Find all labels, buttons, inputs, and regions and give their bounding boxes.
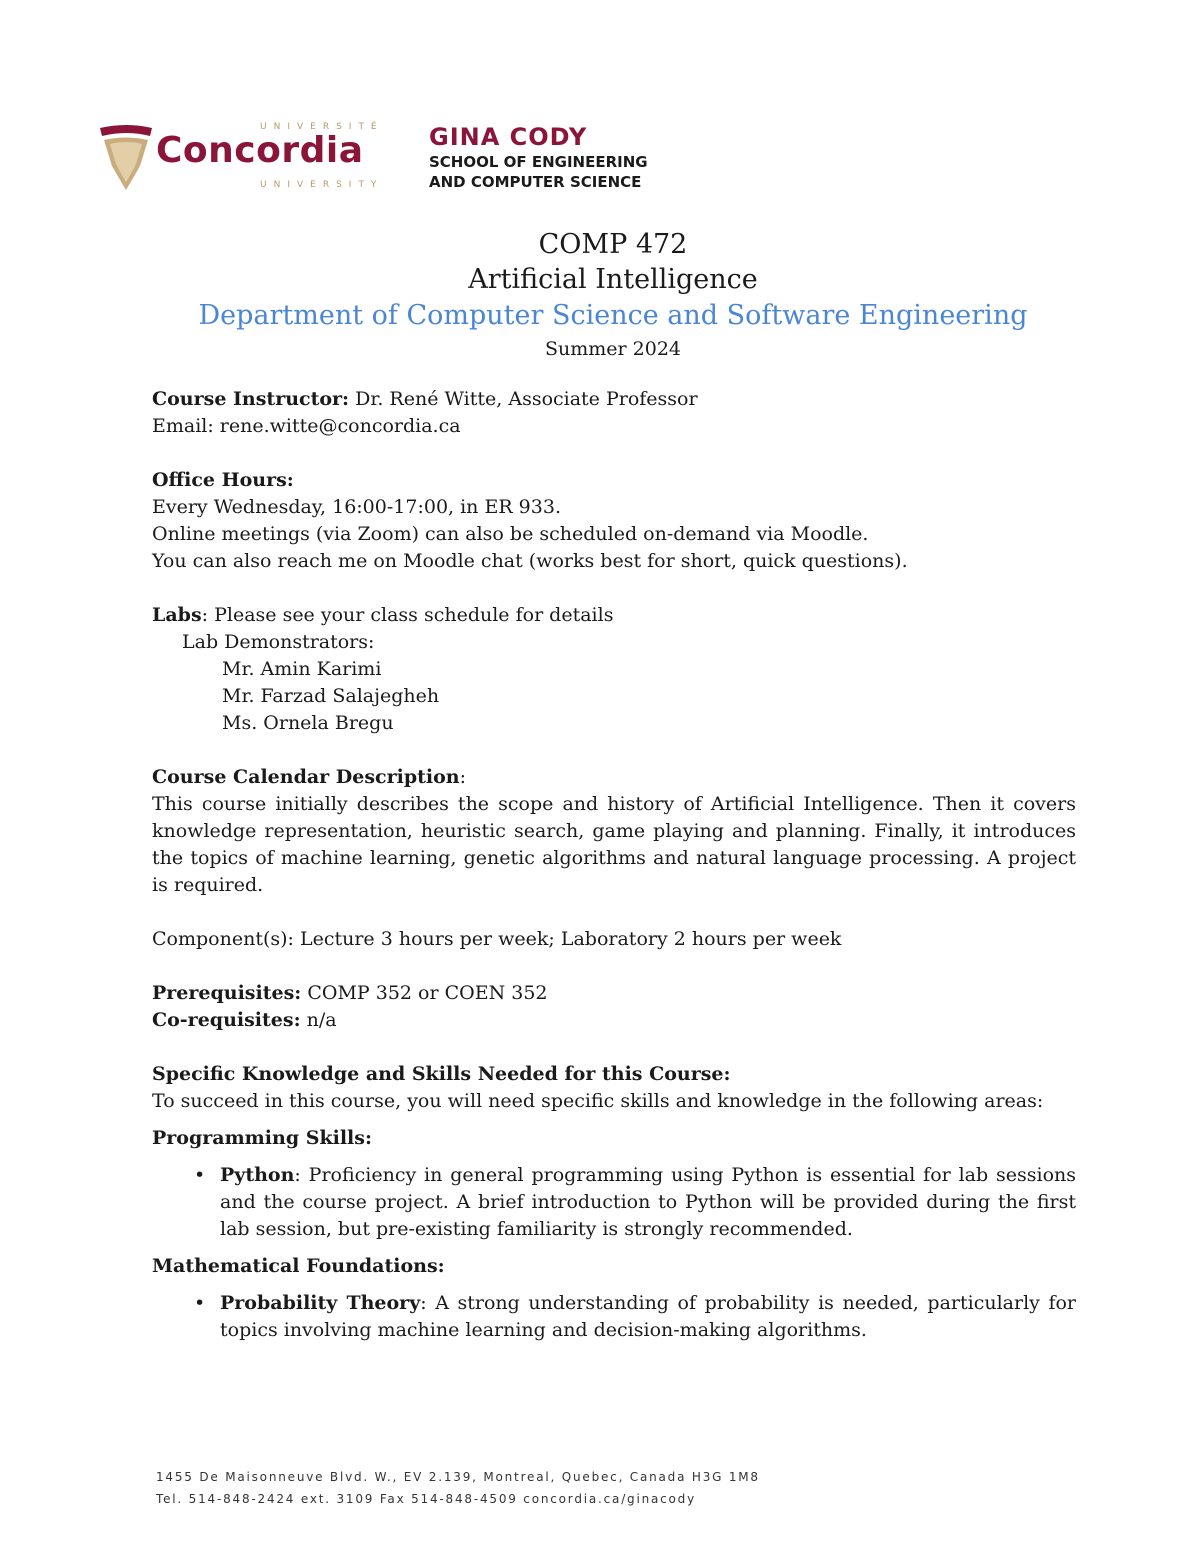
python-label: Python	[220, 1164, 295, 1186]
lab-demonstrator: Ms. Ornela Bregu	[222, 712, 394, 734]
corequisites-value: n/a	[300, 1009, 337, 1031]
list-item-probability	[152, 1290, 1076, 1344]
school-line-1: SCHOOL OF ENGINEERING	[429, 153, 648, 171]
office-hours-line-3: You can also reach me on Moodle chat (works best for short, quick questions).	[152, 550, 908, 572]
corequisites-label: Co-requisites:	[152, 1009, 301, 1031]
instructor-line	[152, 386, 1076, 413]
probability-label: Probability Theory	[220, 1292, 421, 1314]
programming-skills-heading: Programming Skills:	[152, 1127, 372, 1149]
prerequisites-line	[152, 980, 1076, 1007]
course-components: Component(s): Lecture 3 hours per week; Laboratory 2 hours per week	[152, 928, 842, 950]
calendar-label: Course Calendar Description	[152, 766, 460, 788]
labs-line	[152, 602, 1076, 629]
calendar-heading: Course Calendar Description:	[152, 766, 467, 788]
footer-contact: Tel. 514-848-2424 ext. 3109 Fax 514-848-4509 concordia.ca/ginacody	[156, 1492, 697, 1506]
school-line-2: AND COMPUTER SCIENCE	[429, 173, 642, 191]
gina-cody-logo	[429, 122, 648, 192]
course-term: Summer 2024	[544, 338, 681, 360]
instructor-label: Course Instructor:	[152, 388, 350, 410]
concordia-logo	[96, 118, 396, 198]
skills-intro: To succeed in this course, you will need specific skills and knowledge in the following areas:	[152, 1090, 1044, 1112]
university-text: UNIVERSITY	[260, 180, 384, 190]
concordia-shield-icon	[96, 122, 156, 194]
syllabus-content	[152, 386, 1076, 1354]
calendar-description: This course initially describes the scope and history of Artificial Intelligence. Then it covers knowledge representation, heuristic search, game playing and planning. Finally, it introduces the topics of machine learning, genetic algorithms and natural language processing. A project is required.	[152, 793, 1076, 896]
office-hours-line-1: Every Wednesday, 16:00-17:00, in ER 933.	[152, 496, 561, 518]
office-hours-heading: Office Hours:	[152, 469, 294, 491]
skills-heading: Specific Knowledge and Skills Needed for this Course:	[152, 1063, 731, 1085]
lab-demonstrators-label: Lab Demonstrators:	[182, 631, 375, 653]
lab-demonstrator: Mr. Amin Karimi	[222, 658, 382, 680]
footer-address: 1455 De Maisonneuve Blvd. W., EV 2.139, Montreal, Quebec, Canada H3G 1M8	[156, 1470, 760, 1484]
office-hours-line-2: Online meetings (via Zoom) can also be scheduled on-demand via Moodle.	[152, 523, 869, 545]
bullet-icon: •	[194, 1164, 206, 1186]
math-foundations-heading: Mathematical Foundations:	[152, 1255, 445, 1277]
corequisites-line	[152, 1007, 1076, 1034]
labs-label: Labs	[152, 604, 202, 626]
list-item-python	[152, 1162, 1076, 1243]
lab-demonstrator: Mr. Farzad Salajegheh	[222, 685, 440, 707]
probability-text: : A strong understanding of probability is needed, particularly for topics involving machine learning and decision-making algorithms.	[220, 1292, 1077, 1341]
department-name: Department of Computer Science and Software Engineering	[198, 300, 1028, 331]
page-footer	[156, 1466, 760, 1510]
prerequisites-value: COMP 352 or COEN 352	[301, 982, 548, 1004]
universite-text: UNIVERSITÉ	[260, 122, 384, 132]
header-logos	[96, 118, 696, 204]
instructor-email[interactable]: Email: rene.witte@concordia.ca	[152, 415, 461, 437]
python-text: : Proficiency in general programming using Python is essential for lab sessions and the course project. A brief introduction to Python will be provided during the first lab session, but pre-existing familiarity is strongly recommended.	[220, 1164, 1076, 1240]
concordia-wordmark: Concordia	[156, 130, 364, 171]
gina-cody-title: GINA CODY	[429, 123, 588, 151]
instructor-value: Dr. René Witte, Associate Professor	[349, 388, 698, 410]
labs-value: : Please see your class schedule for details	[201, 604, 614, 626]
course-code: COMP 472	[538, 229, 688, 260]
bullet-icon: •	[194, 1292, 206, 1314]
prerequisites-label: Prerequisites:	[152, 982, 302, 1004]
course-name: Artificial Intelligence	[468, 264, 758, 295]
course-title-block	[0, 228, 1200, 364]
